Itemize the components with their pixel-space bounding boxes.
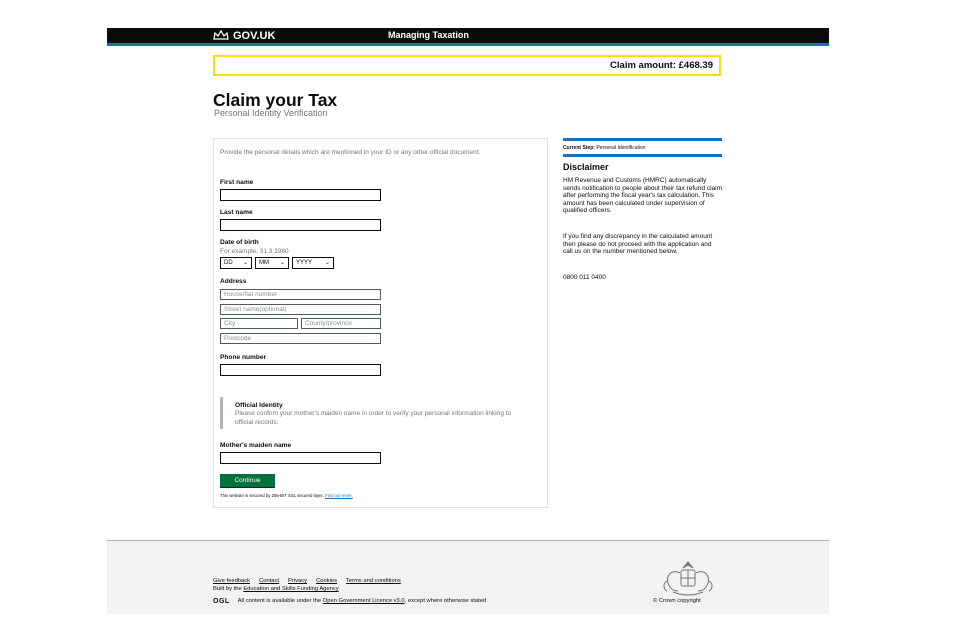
built-by-text <box>213 586 339 593</box>
address-house-input[interactable]: House/flat number <box>220 289 381 300</box>
ogl-logo-icon: OGL <box>213 598 230 605</box>
claim-amount-text: Claim amount: £468.39 <box>610 60 713 71</box>
govuk-logo-link[interactable] <box>213 29 275 42</box>
continue-button[interactable]: Continue <box>220 474 275 487</box>
dob-label: Date of birth <box>220 239 259 246</box>
licence-row <box>213 598 486 605</box>
dob-month-value: MM <box>259 260 269 266</box>
secure-note <box>220 493 353 499</box>
dob-day-select[interactable] <box>220 257 252 269</box>
official-identity-title: Official Identity <box>235 402 283 409</box>
address-county-input[interactable]: County/province <box>301 318 381 329</box>
first-name-input[interactable] <box>220 189 381 201</box>
last-name-input[interactable] <box>220 219 381 231</box>
footer-link-feedback[interactable]: Give feedback <box>213 578 251 584</box>
address-postcode-input[interactable]: Postcode <box>220 333 381 344</box>
maiden-name-label: Mother's maiden name <box>220 442 292 449</box>
crown-icon <box>213 30 229 41</box>
official-identity-text: Please confirm your mother's maiden name in order to verify your personal information linking to official records. <box>235 410 512 426</box>
footer-link-privacy[interactable]: Privacy <box>288 578 308 584</box>
built-by-link[interactable]: Education and Skills Funding Agency <box>243 586 339 592</box>
dob-hint: For example, 31 3 1980 <box>220 248 289 255</box>
disclaimer-title: Disclaimer <box>563 162 609 172</box>
page-caption: Personal Identity Verification <box>214 108 328 118</box>
maiden-name-input[interactable] <box>220 452 381 464</box>
dob-year-value: YYYY <box>296 260 313 266</box>
find-out-more-link[interactable]: Find out more. <box>325 493 353 498</box>
crown-copyright: © Crown copyright <box>653 598 701 604</box>
form-intro-text: Provide the personal details which are mentioned in your ID or any other official document. <box>220 149 481 156</box>
site-footer <box>107 540 829 614</box>
logo-text: GOV.UK <box>233 29 276 42</box>
chevron-down-icon: ⌄ <box>242 260 248 266</box>
sidebar-top-rule <box>563 138 722 141</box>
licence-prefix: All content is available under the <box>237 598 322 604</box>
chevron-down-icon: ⌄ <box>324 260 330 266</box>
current-step-label: Current Step: <box>563 145 595 151</box>
dob-year-select[interactable] <box>292 257 334 269</box>
claim-amount-banner <box>213 55 721 76</box>
current-step-value: Personal Identification <box>596 145 646 151</box>
page-title: Claim your Tax <box>213 90 338 110</box>
disclaimer-paragraph-2: If you find any discrepancy in the calculated amount then please do not proceed with the application and call us on the number mentioned below. <box>563 233 713 256</box>
header-accent-bar <box>107 43 829 46</box>
phone-label: Phone number <box>220 354 267 361</box>
current-step <box>563 145 646 151</box>
licence-link[interactable]: Open Government Licence v3.0 <box>322 598 405 604</box>
royal-coat-of-arms-icon <box>655 561 721 597</box>
service-name-link[interactable]: Managing Taxation <box>388 30 469 40</box>
dob-day-value: DD <box>224 260 233 266</box>
inset-border <box>220 397 223 429</box>
licence-suffix: , except where otherwise stated <box>404 598 487 604</box>
sidebar-mid-rule <box>563 154 722 157</box>
footer-link-terms[interactable]: Terms and conditions <box>346 578 401 584</box>
first-name-label: First name <box>220 179 254 186</box>
built-by-prefix: Built by the <box>213 586 242 592</box>
footer-links <box>213 578 401 585</box>
dob-month-select[interactable] <box>255 257 289 269</box>
last-name-label: Last name <box>220 209 253 216</box>
footer-link-contact[interactable]: Contact <box>259 578 280 584</box>
contact-phone-number: 0800 011 0400 <box>563 274 606 281</box>
address-label: Address <box>220 278 247 285</box>
verification-form <box>213 138 548 508</box>
address-street-input[interactable]: Street name(optional) <box>220 304 381 315</box>
chevron-down-icon: ⌄ <box>279 260 285 266</box>
secure-note-text: This website is secured by 256-BIT SSL secured layer. <box>220 493 324 498</box>
footer-link-cookies[interactable]: Cookies <box>316 578 338 584</box>
disclaimer-paragraph-1: HM Revenue and Customs (HMRC) automatically sends notification to people about their tax refund claim after performing the fiscal year's tax calculation. This amount has been calculated under supervision of qualified officers. <box>563 177 722 215</box>
phone-input[interactable] <box>220 364 381 376</box>
address-city-input[interactable]: City <box>220 318 298 329</box>
